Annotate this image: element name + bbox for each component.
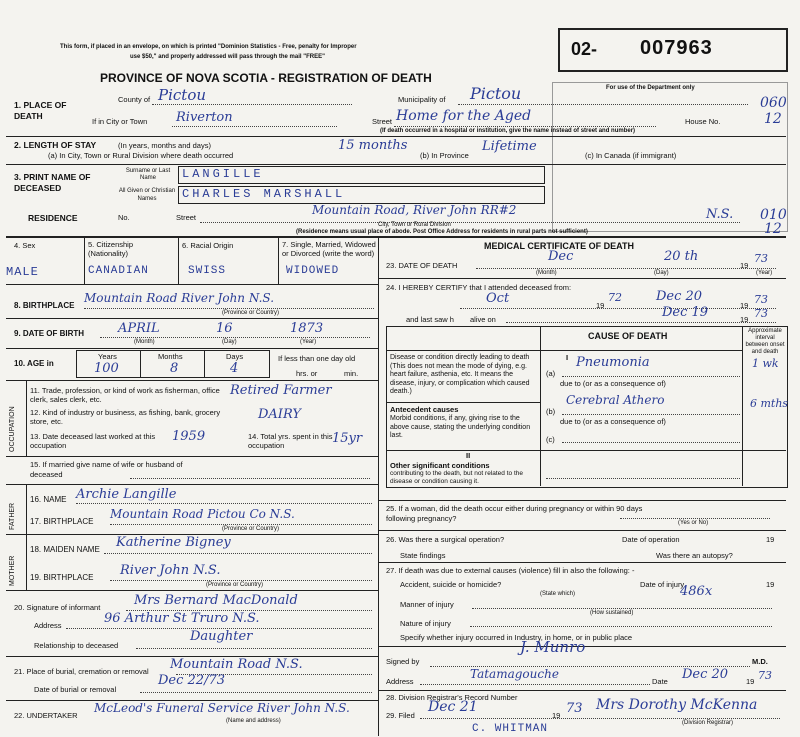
residence-no-label: No.: [118, 213, 130, 222]
residence-province: N.S.: [706, 207, 734, 222]
q27-label: 27. If death was due to external causes (violence) fill in also the following: -: [386, 566, 635, 575]
father-side: [26, 484, 27, 534]
sign-year: 73: [758, 669, 772, 682]
rule-r4: [378, 562, 786, 563]
cause-a-value: Pneumonia: [576, 355, 650, 370]
direct-cause-label: Disease or condition directly leading to death (This does not mean the mode of dying, e.g. heart failure, asthenia, etc. It means the disease, injury, or complication which caused death.): [390, 354, 530, 395]
father-name-label: 16. NAME: [30, 495, 67, 504]
dob-month-label: (Month): [134, 339, 155, 345]
residence-city-note: City, Town or Rural Division: [378, 222, 451, 228]
municipality-value: Pictou: [470, 84, 522, 103]
filed-year-prefix: 19: [552, 711, 561, 720]
mother-maiden-line: [104, 553, 372, 554]
age-months-label: Months: [158, 352, 183, 361]
residence-label: RESIDENCE: [28, 213, 78, 223]
mother-section: MOTHER: [9, 555, 16, 586]
rule-9: [6, 484, 378, 485]
antecedent-label: Antecedent causes: [390, 405, 459, 414]
cause-rule-3: [386, 450, 786, 451]
given-label: All Given or Christian Names: [118, 188, 176, 202]
cause-c-label: (c): [546, 435, 555, 444]
mother-birthplace-label: 19. BIRTHPLACE: [30, 573, 94, 582]
injury-date-label: Date of injury: [640, 580, 685, 589]
lastsaw-date: Dec 19: [662, 305, 709, 320]
cause-a-interval: 1 wk: [752, 357, 779, 370]
trade-value: Retired Farmer: [230, 383, 332, 398]
q26-label: 26. Was there a surgical operation?: [386, 535, 505, 544]
burial-date-line: [140, 692, 372, 693]
undertaker-note: (Name and address): [226, 718, 281, 724]
lastworked-value: 1959: [172, 429, 206, 444]
q26-date-label: Date of operation: [622, 535, 680, 544]
q26-findings: State findings: [400, 551, 446, 560]
dod-year-prefix: 19: [740, 261, 749, 270]
lastsaw-year-prefix: 19: [740, 315, 749, 324]
municipality-line: [458, 104, 748, 105]
dod-year-label: (Year): [756, 270, 773, 276]
marital-label: 7. Single, Married, Widowed or Divorced (write the word): [282, 240, 376, 258]
dept-code-4: 12: [764, 221, 782, 237]
dod-day-label: (Day): [654, 270, 669, 276]
rule-11: [6, 590, 378, 591]
hospital-note: (If death occurred in a hospital or institution, give the name instead of street and number): [380, 128, 636, 134]
registrar-signature: Mrs Dorothy McKenna: [596, 697, 758, 713]
stay-b-value: Lifetime: [482, 139, 537, 154]
alive-label: alive on: [470, 315, 496, 324]
signed-value: J. Munro: [520, 638, 586, 656]
spouse-line: [130, 478, 370, 479]
father-birthplace-label: 17. BIRTHPLACE: [30, 517, 94, 526]
dod-month-label: (Month): [536, 270, 557, 276]
cell-div-1: [84, 236, 85, 284]
cause-c-line: [562, 442, 740, 443]
county-label: County of: [118, 95, 151, 104]
cause-b-interval: 6 mths: [750, 397, 789, 410]
rule-4: [6, 284, 378, 285]
mail-notice-2: use $50," and properly addressed will pass through the mail "FREE": [130, 54, 325, 60]
house-label: House No.: [685, 117, 721, 126]
sex-value: MALE: [6, 265, 39, 279]
dod-year: 73: [754, 252, 768, 265]
racial-value: SWISS: [188, 265, 227, 277]
burial-date-value: Dec 22/73: [158, 673, 225, 688]
age-years-label: Years: [98, 352, 117, 361]
reg-number: 007963: [640, 37, 713, 59]
marital-value: WIDOWED: [286, 265, 340, 277]
age-div-2: [204, 350, 205, 377]
rule-2: [6, 164, 786, 165]
q26-autopsy: Was there an autopsy?: [656, 551, 733, 560]
dob-label: 9. DATE OF BIRTH: [14, 329, 85, 338]
length-of-stay-label: 2. LENGTH OF STAY: [14, 140, 97, 150]
stay-b-label: (b) In Province: [420, 151, 469, 160]
how-sustained: (How sustained): [590, 610, 634, 616]
q26-year-prefix: 19: [766, 535, 775, 544]
dod-line: [476, 268, 776, 269]
mail-notice-1: This form, if placed in an envelope, on which is printed "Dominion Statistics - Free, penalty for Improper: [60, 44, 357, 50]
rule-1: [6, 136, 786, 137]
city-value: Riverton: [176, 110, 233, 125]
father-note: (Province or Country): [222, 526, 280, 532]
totalyrs-label: 14. Total yrs. spent in this occupation: [248, 432, 333, 450]
rule-8: [6, 456, 378, 457]
dod-day: 20 th: [664, 249, 699, 264]
sign-date-value: Dec 20: [682, 667, 729, 682]
from-year-prefix: 19: [596, 301, 605, 310]
citizenship-label: 5. Citizenship (Nationality): [88, 240, 134, 258]
from-line: [460, 308, 776, 309]
informant-rel-value: Daughter: [190, 629, 253, 644]
from-month: Oct: [486, 291, 510, 306]
birthplace-value: Mountain Road River John N.S.: [84, 291, 275, 305]
dod-month: Dec: [548, 249, 574, 264]
birthplace-note: (Province or Country): [222, 310, 280, 316]
cause-b-label: (b): [546, 407, 556, 416]
manner-line: [472, 608, 772, 609]
mother-maiden-value: Katherine Bigney: [116, 535, 231, 550]
specify-label: Specify whether injury occurred in Industry, in home, or in public place: [400, 633, 633, 642]
to-year: 73: [754, 293, 768, 306]
dob-year: 1873: [290, 321, 324, 336]
city-label: If in City or Town: [92, 117, 148, 126]
cause-a-line: [562, 376, 740, 377]
mother-maiden-label: 18. MAIDEN NAME: [30, 545, 100, 554]
accident-label: Accident, suicide or homicide?: [400, 580, 502, 589]
mother-birthplace-line: [110, 580, 372, 581]
to-date: Dec 20: [656, 289, 703, 304]
record-number-label: 28. Division Registrar's Record Number: [386, 693, 518, 702]
mother-birthplace-value: River John N.S.: [120, 563, 221, 578]
street-value: Home for the Aged: [396, 108, 532, 124]
rule-3: [6, 236, 786, 238]
residence-value: Mountain Road, River John RR#2: [312, 203, 517, 217]
registrar-stamp: C. WHITMAN: [472, 723, 549, 735]
column-divider: [378, 236, 379, 736]
stay-sub: (In years, months and days): [118, 141, 211, 150]
dob-month: APRIL: [118, 321, 160, 336]
due-to-2: due to (or as a consequence of): [560, 417, 666, 426]
undertaker-label: 22. UNDERTAKER: [14, 711, 78, 720]
q25-line: [620, 518, 770, 519]
informant-address-value: 96 Arthur St Truro N.S.: [104, 611, 260, 626]
roman-one: I: [566, 353, 569, 362]
age-years: 100: [94, 361, 119, 376]
other-label: Other significant conditions: [390, 461, 490, 470]
father-birthplace-line: [110, 524, 372, 525]
burial-place-label: 21. Place of burial, cremation or removal: [14, 667, 149, 676]
less-day-label: If less than one day old: [278, 354, 356, 363]
q25-label: 25. If a woman, did the death occur either during pregnancy or within 90 days following pregnancy?: [386, 504, 643, 523]
rule-6: [6, 348, 378, 349]
mother-note: (Province or Country): [206, 582, 264, 588]
nature-line: [470, 626, 772, 627]
sign-year-prefix: 19: [746, 677, 755, 686]
burial-date-label: Date of burial or removal: [34, 685, 117, 694]
dob-line: [100, 337, 370, 338]
county-value: Pictou: [158, 86, 207, 104]
informant-address-label: Address: [34, 621, 62, 630]
cause-div-2: [742, 326, 743, 486]
cell-div-2: [178, 236, 179, 284]
occ-side: [26, 380, 27, 456]
min-label: min.: [344, 369, 359, 378]
father-name-line: [76, 503, 372, 504]
name-label: 3. PRINT NAME OF DECEASED: [14, 172, 91, 193]
other-desc: contributing to the death, but not related to the disease or condition causing it.: [390, 470, 523, 485]
cause-b-value: Cerebral Athero: [566, 393, 665, 407]
birthplace-line: [84, 308, 374, 309]
residence-line: [200, 222, 740, 223]
cause-title: CAUSE OF DEATH: [588, 331, 668, 341]
reg-prefix: 02-: [571, 39, 598, 59]
informant-sig-value: Mrs Bernard MacDonald: [134, 593, 298, 608]
birthplace-label: 8. BIRTHPLACE: [14, 301, 75, 310]
age-div-1: [140, 350, 141, 377]
cause-b-line: [562, 414, 740, 415]
roman-two: II: [466, 451, 471, 460]
dob-day-label: (Day): [222, 339, 237, 345]
lastsaw-label: and last saw h: [406, 315, 454, 324]
certify-label: 24. I HEREBY CERTIFY that I attended deceased from:: [386, 283, 572, 292]
rule-r6: [378, 690, 786, 691]
burial-place-value: Mountain Road N.S.: [170, 657, 303, 672]
addr-label: Address: [386, 677, 414, 686]
injury-code: 486x: [680, 584, 713, 599]
addr-line: [420, 684, 650, 685]
occupation-section: OCCUPATION: [9, 406, 16, 452]
sex-label: 4. Sex: [14, 241, 36, 250]
manner-label: Manner of injury: [400, 600, 454, 609]
given-value: CHARLES MARSHALL: [182, 187, 346, 201]
lastsaw-year: 73: [754, 307, 768, 320]
dept-use-label: For use of the Department only: [606, 85, 695, 91]
place-of-death-label: 1. PLACE OF DEATH: [14, 100, 67, 121]
street-line: [394, 126, 656, 127]
surname-value: LANGILLE: [182, 167, 264, 181]
interval-label: Approximate interval between onset and death: [745, 328, 785, 355]
spouse-label: 15. If married give name of wife or husband of deceased: [30, 460, 183, 479]
county-line: [152, 104, 352, 105]
nature-label: Nature of injury: [400, 619, 451, 628]
registrar-title: (Division Registrar): [682, 720, 734, 726]
age-label: 10. AGE in: [14, 359, 54, 368]
cause-rule-2: [386, 402, 540, 403]
filed-label: 29. Filed: [386, 711, 415, 720]
stay-a-value: 15 months: [338, 138, 408, 153]
addr-value: Tatamagouche: [470, 667, 559, 681]
dob-year-label: (Year): [300, 339, 317, 345]
rule-r3: [378, 530, 786, 531]
cell-div-3: [278, 236, 279, 284]
filed-year: 73: [566, 701, 583, 716]
medical-title: MEDICAL CERTIFICATE OF DEATH: [484, 241, 634, 251]
hrs-label: hrs. or: [296, 369, 318, 378]
residence-street-label: Street: [176, 213, 197, 222]
informant-rel-label: Relationship to deceased: [34, 641, 119, 650]
informant-rel-line: [136, 648, 372, 649]
filed-date: Dec 21: [428, 699, 478, 715]
surname-label: Surname or Last Name: [125, 168, 171, 181]
from-year: 72: [608, 291, 622, 304]
municipality-label: Municipality of: [398, 95, 446, 104]
filed-line: [420, 718, 780, 719]
sign-date-label: Date: [652, 677, 668, 686]
stay-a-label: (a) In City, Town or Rural Division where death occurred: [48, 151, 234, 160]
q25-yesno: (Yes or No): [678, 520, 709, 526]
state-which: (State which): [540, 591, 576, 597]
age-months: 8: [170, 361, 179, 376]
to-year-prefix: 19: [740, 301, 749, 310]
undertaker-value: McLeod's Funeral Service River John N.S.: [94, 701, 350, 715]
residence-note: (Residence means usual place of abode. Post Office Address for residents in rural parts not sufficient): [296, 229, 588, 235]
rule-5: [6, 318, 378, 319]
other-line: [546, 478, 740, 479]
signed-label: Signed by: [386, 657, 420, 666]
totalyrs-value: 15yr: [332, 431, 363, 446]
rule-r2: [378, 500, 786, 501]
age-days: 4: [230, 361, 239, 376]
dod-label: 23. DATE OF DEATH: [386, 261, 458, 270]
street-label: Street: [372, 117, 393, 126]
cause-a-label: (a): [546, 369, 556, 378]
antecedent-desc: Morbid conditions, if any, giving rise to the above cause, stating the underlying condition last.: [390, 415, 531, 439]
cause-rule-1: [386, 350, 742, 351]
stay-c-label: (c) In Canada (if immigrant): [585, 151, 677, 160]
lastsaw-line: [506, 322, 776, 323]
dept-code-1: 060: [760, 95, 787, 111]
lastworked-label: 13. Date deceased last worked at this occupation: [30, 432, 156, 450]
dept-code-3: 010: [760, 207, 787, 223]
mother-side: [26, 534, 27, 590]
dob-day: 16: [216, 321, 233, 336]
industry-label: 12. Kind of industry or business, as fishing, bank, grocery store, etc.: [30, 408, 221, 426]
trade-label: 11. Trade, profession, or kind of work as fisherman, office clerk, sales clerk, etc.: [30, 386, 220, 404]
due-to-1: due to (or as a consequence of): [560, 379, 666, 388]
city-line: [172, 126, 337, 127]
rule-7: [6, 380, 378, 381]
injury-year-prefix: 19: [766, 580, 775, 589]
form-title: PROVINCE OF NOVA SCOTIA - REGISTRATION OF DEATH: [100, 71, 432, 85]
father-birthplace-value: Mountain Road Pictou Co N.S.: [110, 507, 295, 521]
citizenship-value: CANADIAN: [88, 265, 149, 277]
age-days-label: Days: [226, 352, 244, 361]
racial-label: 6. Racial Origin: [182, 241, 234, 250]
dept-code-2: 12: [764, 111, 782, 127]
father-section: FATHER: [9, 502, 16, 530]
industry-value: DAIRY: [258, 407, 301, 422]
father-name-value: Archie Langille: [76, 487, 177, 502]
rule-r1: [378, 278, 786, 279]
informant-sig-label: 20. Signature of informant: [14, 603, 101, 612]
md-label: M.D.: [752, 657, 768, 666]
